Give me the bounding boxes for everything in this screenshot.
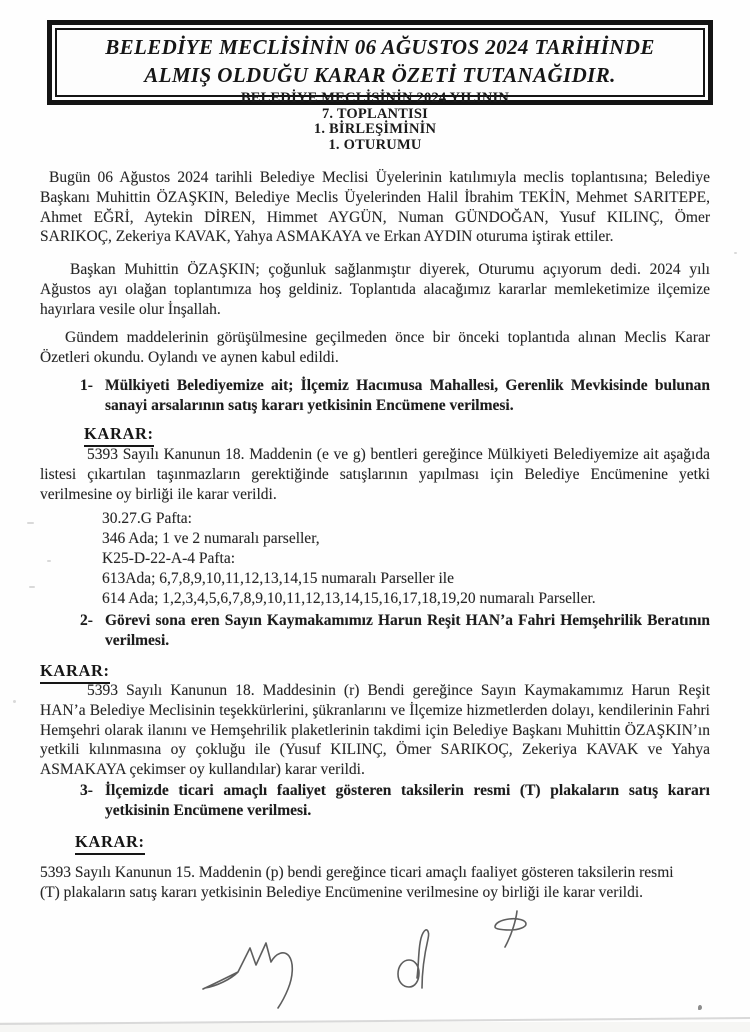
agenda-item-1-title (80, 376, 710, 416)
parcel-list-line-3: K25-D-22-A-4 Pafta: (102, 550, 236, 567)
meeting-header-block (0, 91, 750, 153)
attendance-paragraph: Bugün 06 Ağustos 2024 tarihli Belediye Meclisi Üyelerinin katılımıyla meclis toplantısına; Belediye Başkanı Muhittin ÖZAŞKIN, Belediye Meclis Üyelerinden Halil İbrahim TEKİN, Mehmet SARITEPE, Ahmet EĞRİ, Aytekin DİREN, Himmet AYGÜN, Numan GÜNDOĞAN, Yusuf KILINÇ, Ömer SARIKOÇ, Zekeriya KAVAK, Yahya ASMAKAYA ve Erkan AYDIN oturuma iştirak ettiler. (40, 169, 710, 246)
document-title-line-1: BELEDİYE MECLİSİNİN 06 AĞUSTOS 2024 TARİHİNDE (105, 35, 655, 59)
scan-speck (734, 252, 737, 254)
agenda-item-1-number: 1- (80, 377, 93, 394)
scan-speck (13, 700, 16, 703)
decision-text-1: 5393 Sayılı Kanunun 18. Maddenin (e ve g) bentleri gereğince Mülkiyeti Belediyemize ait aşağıda listesi çıkartılan taşınmazların gerektiğinde satışlarının yapılması için Belediye Encümenine yetki verilmesine oy birliği ile karar verildi. (40, 446, 710, 503)
signature-scribble-1 (200, 936, 300, 1016)
parcel-list-line-4: 613Ada; 6,7,8,9,10,11,12,13,14,15 numaralı Parseller ile (102, 570, 454, 587)
agenda-intro-paragraph: Gündem maddelerinin görüşülmesine geçilmeden önce bir önceki toplantıda alınan Meclis Karar Özetleri okundu. Oylandı ve aynen kabul edildi. (40, 329, 710, 366)
decision-heading-1-label: KARAR: (84, 424, 154, 447)
signature-scribble-2 (392, 926, 437, 998)
decision-heading-3-label: KARAR: (75, 832, 145, 855)
ink-dot (698, 1005, 702, 1010)
agenda-item-2-number: 2- (80, 612, 93, 629)
parcel-list (102, 509, 596, 609)
meeting-header-session: 7. TOPLANTISI (321, 105, 429, 122)
meeting-header-assembly: 1. BİRLEŞİMİNİN (313, 121, 437, 137)
decision-text-3: 5393 Sayılı Kanunun 15. Maddenin (p) bendi gereğince ticari amaçlı faaliyet gösteren taksilerin resmi (T) plakaların satış kararı yetkisinin Belediye Encümenine verilmesine oy birliği ile karar verildi. (40, 864, 674, 901)
parcel-list-line-1: 30.27.G Pafta: (102, 510, 192, 527)
parcel-list-line-5: 614 Ada; 1,2,3,4,5,6,7,8,9,10,11,12,13,14,15,16,17,18,19,20 numaralı Parseller. (102, 590, 596, 607)
scan-speck (29, 586, 35, 588)
decision-heading-1 (84, 424, 154, 447)
opening-remarks-paragraph: Başkan Muhittin ÖZAŞKIN; çoğunluk sağlanmıştır diyerek, Oturumu açıyorum dedi. 2024 yılı Ağustos ayı olağan toplantımıza hoş geldiniz. Toplantıda alacağımız kararlar memleketimize ilçemize hayırlara vesile olur İnşallah. (40, 261, 710, 318)
decision-heading-3 (75, 832, 145, 855)
decision-text-2: 5393 Sayılı Kanunun 18. Maddesinin (r) Bendi gereğince Sayın Kaymakamımız Harun Reşit HAN’a Belediye Meclisinin teşekkürlerini, şükranlarını ve İlçemize hizmetlerden dolayı, kendilerinin Fahri Hemşehri olarak ilanını ve Hemşehrilik plaketlerinin takdimi için Belediye Başkanı Muhittin ÖZAŞKIN’ın yetkili kılınmasına oy çokluğu ile (Yusuf KILINÇ, Ömer SARIKOÇ, Zekeriya KAVAK ve Yahya ASMAKAYA çekimser oy kullandılar) karar verildi. (40, 682, 710, 779)
document-title-line-2: ALMIŞ OLDUĞU KARAR ÖZETİ TUTANAĞIDIR. (144, 63, 616, 87)
agenda-item-3-text: İlçemizde ticari amaçlı faaliyet gösteren taksilerin resmi (T) plakaların satış kararı yetkisinin Encümene verilmesi. (105, 782, 710, 819)
agenda-item-3-number: 3- (80, 782, 93, 799)
agenda-item-3-title (80, 781, 710, 821)
meeting-header-sitting: 1. OTURUMU (328, 136, 422, 153)
agenda-item-2-text: Görevi sona eren Sayın Kaymakamımız Harun Reşit HAN’a Fahri Hemşehrilik Beratının verilmesi. (105, 612, 710, 649)
scan-speck (27, 522, 34, 524)
scan-speck (47, 560, 51, 562)
meeting-header-year: BELEDİYE MECLİSİNİN 2024 YILININ (240, 90, 510, 106)
title-box-inner (55, 28, 705, 97)
parcel-list-line-2: 346 Ada; 1 ve 2 numaralı parseller, (102, 530, 320, 547)
decision-heading-2-label: KARAR: (40, 661, 110, 684)
agenda-item-1-text: Mülkiyeti Belediyemize ait; İlçemiz Hacımusa Mahallesi, Gerenlik Mevkisinde bulunan sanayi arsalarının satış kararı yetkisinin Encümene verilmesi. (105, 377, 710, 414)
agenda-item-2-title (80, 611, 710, 651)
signature-scribble-3 (493, 908, 529, 950)
